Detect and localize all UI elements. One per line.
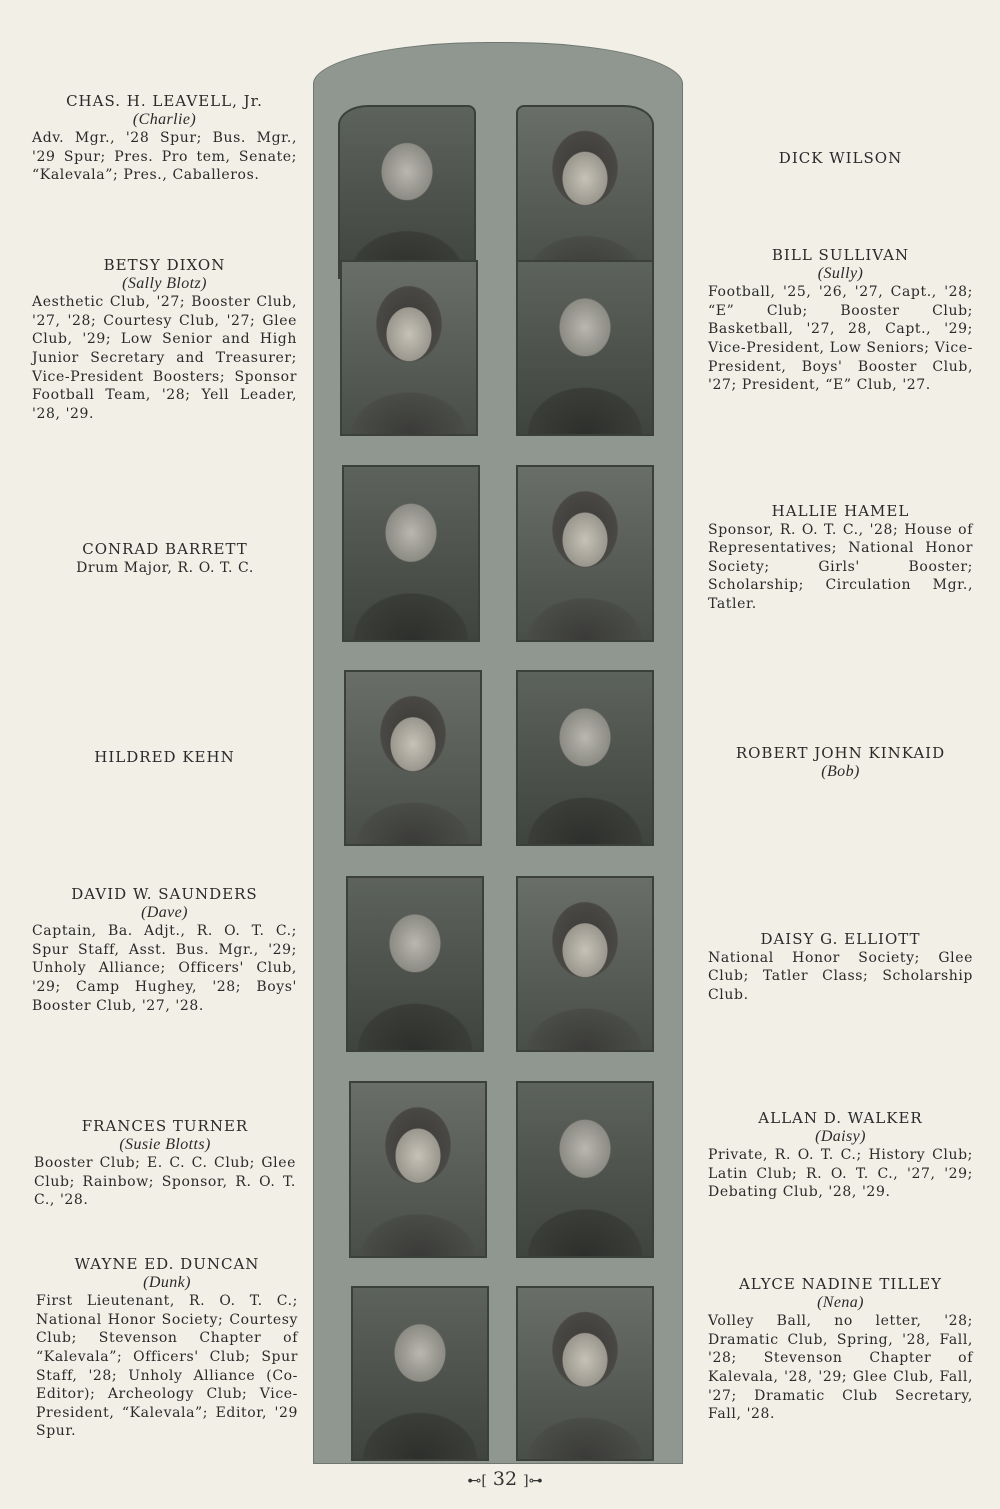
entry-walker — [708, 1109, 973, 1202]
student-name: DAISY G. ELLIOTT — [760, 930, 921, 948]
portrait-photo-wilson — [516, 105, 654, 279]
student-activities: Volley Ball, no letter, '28; Dramatic Club, Spring, '28, Fall, '28; Stevenson Chapter of Kalevala, '28, '29; Glee Club, Fall, '27; Dramatic Club Secretary, Fall, '28. — [708, 1313, 973, 1423]
student-nickname: (Sully) — [817, 264, 864, 282]
student-activities: Adv. Mgr., '28 Spur; Bus. Mgr., '29 Spur; Pres. Pro tem, Senate; “Kalevala”; Pres., Caballeros. — [32, 130, 297, 184]
entry-kehn — [32, 748, 297, 767]
portrait-photo-duncan — [351, 1286, 489, 1461]
student-activities: Aesthetic Club, '27; Booster Club, '27, '28; Courtesy Club, '27; Glee Club, '29; Low Senior and High Junior Secretary and Treasurer; Vice-President Boosters; Sponsor Football Team, '28; Yell Leader, '28, '29. — [32, 294, 297, 422]
student-activities: Private, R. O. T. C.; History Club; Latin Club; R. O. T. C., '27, '29; Debating Club, '28, '29. — [708, 1147, 973, 1201]
page-number — [440, 1468, 570, 1490]
student-activities: Booster Club; E. C. C. Club; Glee Club; Rainbow; Sponsor, R. O. T. C., '28. — [34, 1155, 296, 1209]
portrait-photo-dixon — [340, 260, 478, 436]
student-activities: Sponsor, R. O. T. C., '28; House of Representatives; National Honor Society; Girls' Booster; Scholarship; Circulation Mgr., Tatler. — [708, 521, 973, 612]
student-name: ALYCE NADINE TILLEY — [738, 1275, 943, 1293]
student-nickname: (Daisy) — [815, 1127, 866, 1145]
portrait-photo-kinkaid — [516, 670, 654, 846]
portrait-photo-elliott — [516, 876, 654, 1052]
portrait-photo-barrett — [342, 465, 480, 642]
student-nickname: (Charlie) — [132, 110, 197, 128]
entry-saunders — [32, 885, 297, 1015]
student-activities: Captain, Ba. Adjt., R. O. T. C.; Spur Staff, Asst. Bus. Mgr., '29; Unholy Alliance; Officers' Club, '29; Camp Hughey, '28; Boys' Booster Club, '27, '28. — [32, 923, 297, 1014]
entry-turner — [34, 1117, 296, 1210]
portrait-photo-leavell — [338, 105, 476, 279]
student-nickname: (Nena) — [817, 1293, 864, 1311]
ornament-left: ⊷[ — [467, 1473, 487, 1489]
entry-dixon — [32, 256, 297, 423]
student-name: HALLIE HAMEL — [771, 502, 910, 520]
portrait-photo-sullivan — [516, 260, 654, 436]
student-nickname: (Susie Blotts) — [119, 1135, 211, 1153]
student-name: BETSY DIXON — [103, 256, 226, 274]
entry-elliott — [708, 930, 973, 1004]
portrait-photo-walker — [516, 1081, 654, 1258]
student-activities: National Honor Society; Glee Club; Tatler Class; Scholarship Club. — [708, 949, 973, 1003]
student-name: DAVID W. SAUNDERS — [71, 885, 258, 903]
entry-leavell — [32, 92, 297, 185]
student-name: DICK WILSON — [778, 149, 903, 167]
entry-tilley — [708, 1275, 973, 1424]
student-activities: Drum Major, R. O. T. C. — [76, 559, 254, 576]
portrait-photo-turner — [349, 1081, 487, 1258]
student-name: CONRAD BARRETT — [82, 540, 248, 558]
student-name: CHAS. H. LEAVELL, Jr. — [66, 92, 263, 110]
student-name: WAYNE ED. DUNCAN — [74, 1255, 260, 1273]
portrait-photo-kehn — [344, 670, 482, 846]
entry-duncan — [36, 1255, 298, 1441]
student-name: FRANCES TURNER — [81, 1117, 249, 1135]
portrait-photo-hamel — [516, 465, 654, 642]
student-name: HILDRED KEHN — [94, 748, 235, 766]
portrait-photo-tilley — [516, 1286, 654, 1461]
student-name: ROBERT JOHN KINKAID — [735, 744, 946, 762]
student-nickname: (Dunk) — [143, 1273, 191, 1291]
student-name: BILL SULLIVAN — [771, 246, 910, 264]
student-nickname: (Sally Blotz) — [122, 274, 207, 292]
entry-hamel — [708, 502, 973, 614]
entry-wilson — [708, 149, 973, 168]
student-name: ALLAN D. WALKER — [758, 1109, 923, 1127]
entry-sullivan — [708, 246, 973, 395]
student-activities: Football, '25, '26, '27, Capt., '28; “E” Club; Booster Club; Basketball, '27, 28, Capt., '29; Vice-President, Low Seniors; Vice-President, Boys' Booster Club, '27; President, “E” Club, '27. — [708, 284, 973, 394]
entry-barrett — [40, 540, 290, 577]
portrait-photo-saunders — [346, 876, 484, 1052]
student-activities: First Lieutenant, R. O. T. C.; National Honor Society; Courtesy Club; Stevenson Chapter of “Kalevala”; Officers' Club; Spur Staff, '28; Unholy Alliance (Co-Editor); Archeology Club; Vice-President, “Kalevala”; Editor, '29 Spur. — [36, 1293, 298, 1440]
student-nickname: (Dave) — [141, 903, 188, 921]
ornament-right: ]⊶ — [523, 1473, 543, 1489]
page-number-value: 32 — [492, 1468, 518, 1490]
student-nickname: (Bob) — [821, 762, 860, 780]
entry-kinkaid — [708, 744, 973, 781]
